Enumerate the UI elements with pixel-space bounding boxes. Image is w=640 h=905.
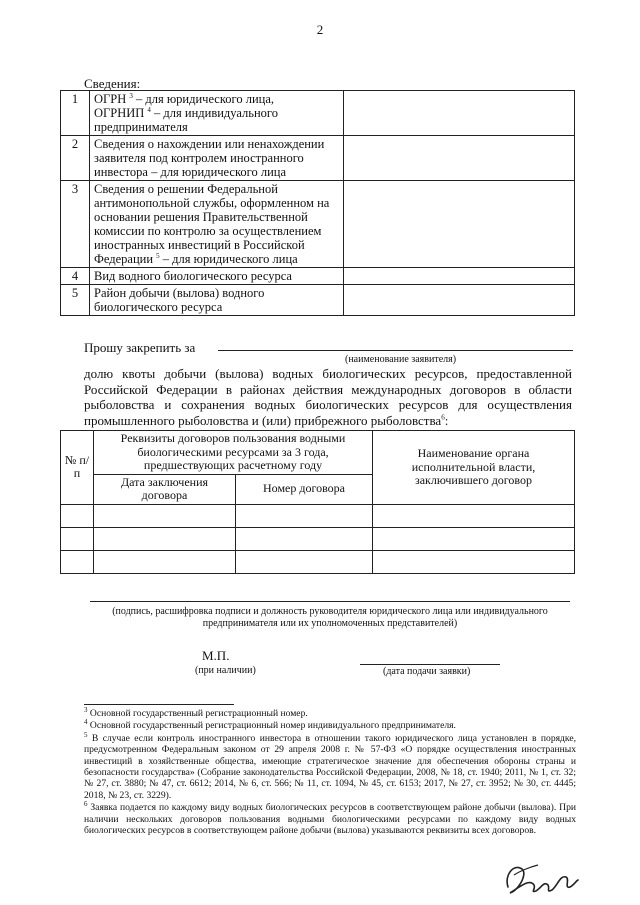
row-value[interactable] xyxy=(344,285,575,316)
col-authority-header: Наименование органа исполнительной власти, заключившего договор xyxy=(373,431,575,505)
applicant-caption: (наименование заявителя) xyxy=(345,354,457,365)
row-value[interactable] xyxy=(344,181,575,268)
table-cell[interactable] xyxy=(373,550,575,573)
handwritten-signature xyxy=(500,855,580,900)
info-table xyxy=(60,90,575,316)
table-cell[interactable] xyxy=(373,527,575,550)
request-line: Прошу закрепить за xyxy=(84,340,196,355)
table-cell[interactable] xyxy=(61,504,94,527)
row-number: 3 xyxy=(61,181,90,268)
footnote-6: $^6$ Заявка подается по каждому виду водных биологических ресурсов в соответствующем районе добычи (вылова). При наличии нескольких договоров пользования водными биологическими ресурсами по каждому виду водных биологических ресурсов в соответствующем районе добычи (вылова) указываются реквизиты всех договоров. xyxy=(84,800,576,837)
row-label: ОГРН $^3$ – для юридического лица, ОГРНИП $^4$ – для индивидуального предпринимателя xyxy=(90,91,344,136)
date-caption: (дата подачи заявки) xyxy=(383,666,471,677)
row-label: Вид водного биологического ресурса xyxy=(90,268,344,285)
table-cell[interactable] xyxy=(236,527,373,550)
table-cell[interactable] xyxy=(236,550,373,573)
seal-label: М.П. xyxy=(202,648,230,663)
info-row xyxy=(61,91,575,136)
footnote-rule xyxy=(84,704,234,705)
col-details-header: Реквизиты договоров пользования водными биологическими ресурсами за 3 года, предшествующих расчетному году xyxy=(94,431,373,475)
contracts-table xyxy=(60,430,575,574)
table-cell[interactable] xyxy=(94,504,236,527)
row-number: 4 xyxy=(61,268,90,285)
table-row xyxy=(61,527,575,550)
table-cell[interactable] xyxy=(94,550,236,573)
table-cell[interactable] xyxy=(94,527,236,550)
col-num-header: № п/п xyxy=(61,431,94,505)
info-row xyxy=(61,181,575,268)
info-row xyxy=(61,268,575,285)
row-number: 2 xyxy=(61,136,90,181)
info-row xyxy=(61,285,575,316)
request-paragraph: долю квоты добычи (вылова) водных биологических ресурсов, предоставленной Российской Федерации в районах действия международных договоров в области рыболовства и сохранения водных биологических ресурсов для осуществления промышленного рыболовства и (или) прибрежного рыболовства$^6$: xyxy=(84,366,572,428)
table-cell[interactable] xyxy=(236,504,373,527)
table-cell[interactable] xyxy=(61,527,94,550)
table-cell[interactable] xyxy=(61,550,94,573)
table-row xyxy=(61,504,575,527)
row-label: Сведения о решении Федеральной антимонопольной службы, оформленном на основании решения Правительственной комиссии по контролю за осуществлением иностранных инвестиций в Российской Федерации $^5$ – для юридического лица xyxy=(90,181,344,268)
footnote-4: $^4$ Основной государственный регистрационный номер индивидуального предпринимателя. xyxy=(84,718,456,732)
row-label: Район добычи (вылова) водного биологического ресурса xyxy=(90,285,344,316)
signature-line[interactable] xyxy=(90,601,570,602)
table-cell[interactable] xyxy=(373,504,575,527)
table-row xyxy=(61,550,575,573)
page-number: 2 xyxy=(316,22,324,37)
signature-caption: (подпись, расшифровка подписи и должность руководителя юридического лица или индивидуального предпринимателя или их уполномоченных представителей) xyxy=(112,606,548,629)
row-value[interactable] xyxy=(344,136,575,181)
footnotes xyxy=(84,705,576,837)
row-label: Сведения о нахождении или ненахождении заявителя под контролем иностранного инвестора – для юридического лица xyxy=(90,136,344,181)
col-contract-no-header: Номер договора xyxy=(236,474,373,504)
col-date-header: Дата заключения договора xyxy=(94,474,236,504)
row-number: 1 xyxy=(61,91,90,136)
section-heading: Сведения: xyxy=(84,76,141,91)
row-number: 5 xyxy=(61,285,90,316)
footnote-3: $^3$ Основной государственный регистрационный номер. xyxy=(84,705,308,719)
date-line[interactable] xyxy=(360,664,500,665)
footnote-5: $^5$ В случае если контроль иностранного инвестора в отношении такого юридического лица установлен в порядке, предусмотренном Федеральным законом от 29 апреля 2008 г. № 57-ФЗ «О порядке осуществления иностранных инвестиций в хозяйственные общества, имеющие стратегическое значение для обеспечения обороны страны и безопасности государства» (Собрание законодательства Российской Федерации, 2008, № 18, ст. 1940; 2011, № 1, ст. 32; № 27, ст. 3880; № 47, ст. 6612; 2014, № 6, ст. 566; № 11, ст. 1094, № 45, ст. 6153; 2017, № 27, ст. 3952; № 30, ст. 4445; 2018, № 23, ст. 3229). xyxy=(84,730,576,801)
applicant-name-line[interactable] xyxy=(218,350,573,351)
row-value[interactable] xyxy=(344,91,575,136)
info-row xyxy=(61,136,575,181)
row-value[interactable] xyxy=(344,268,575,285)
seal-note: (при наличии) xyxy=(195,665,256,676)
